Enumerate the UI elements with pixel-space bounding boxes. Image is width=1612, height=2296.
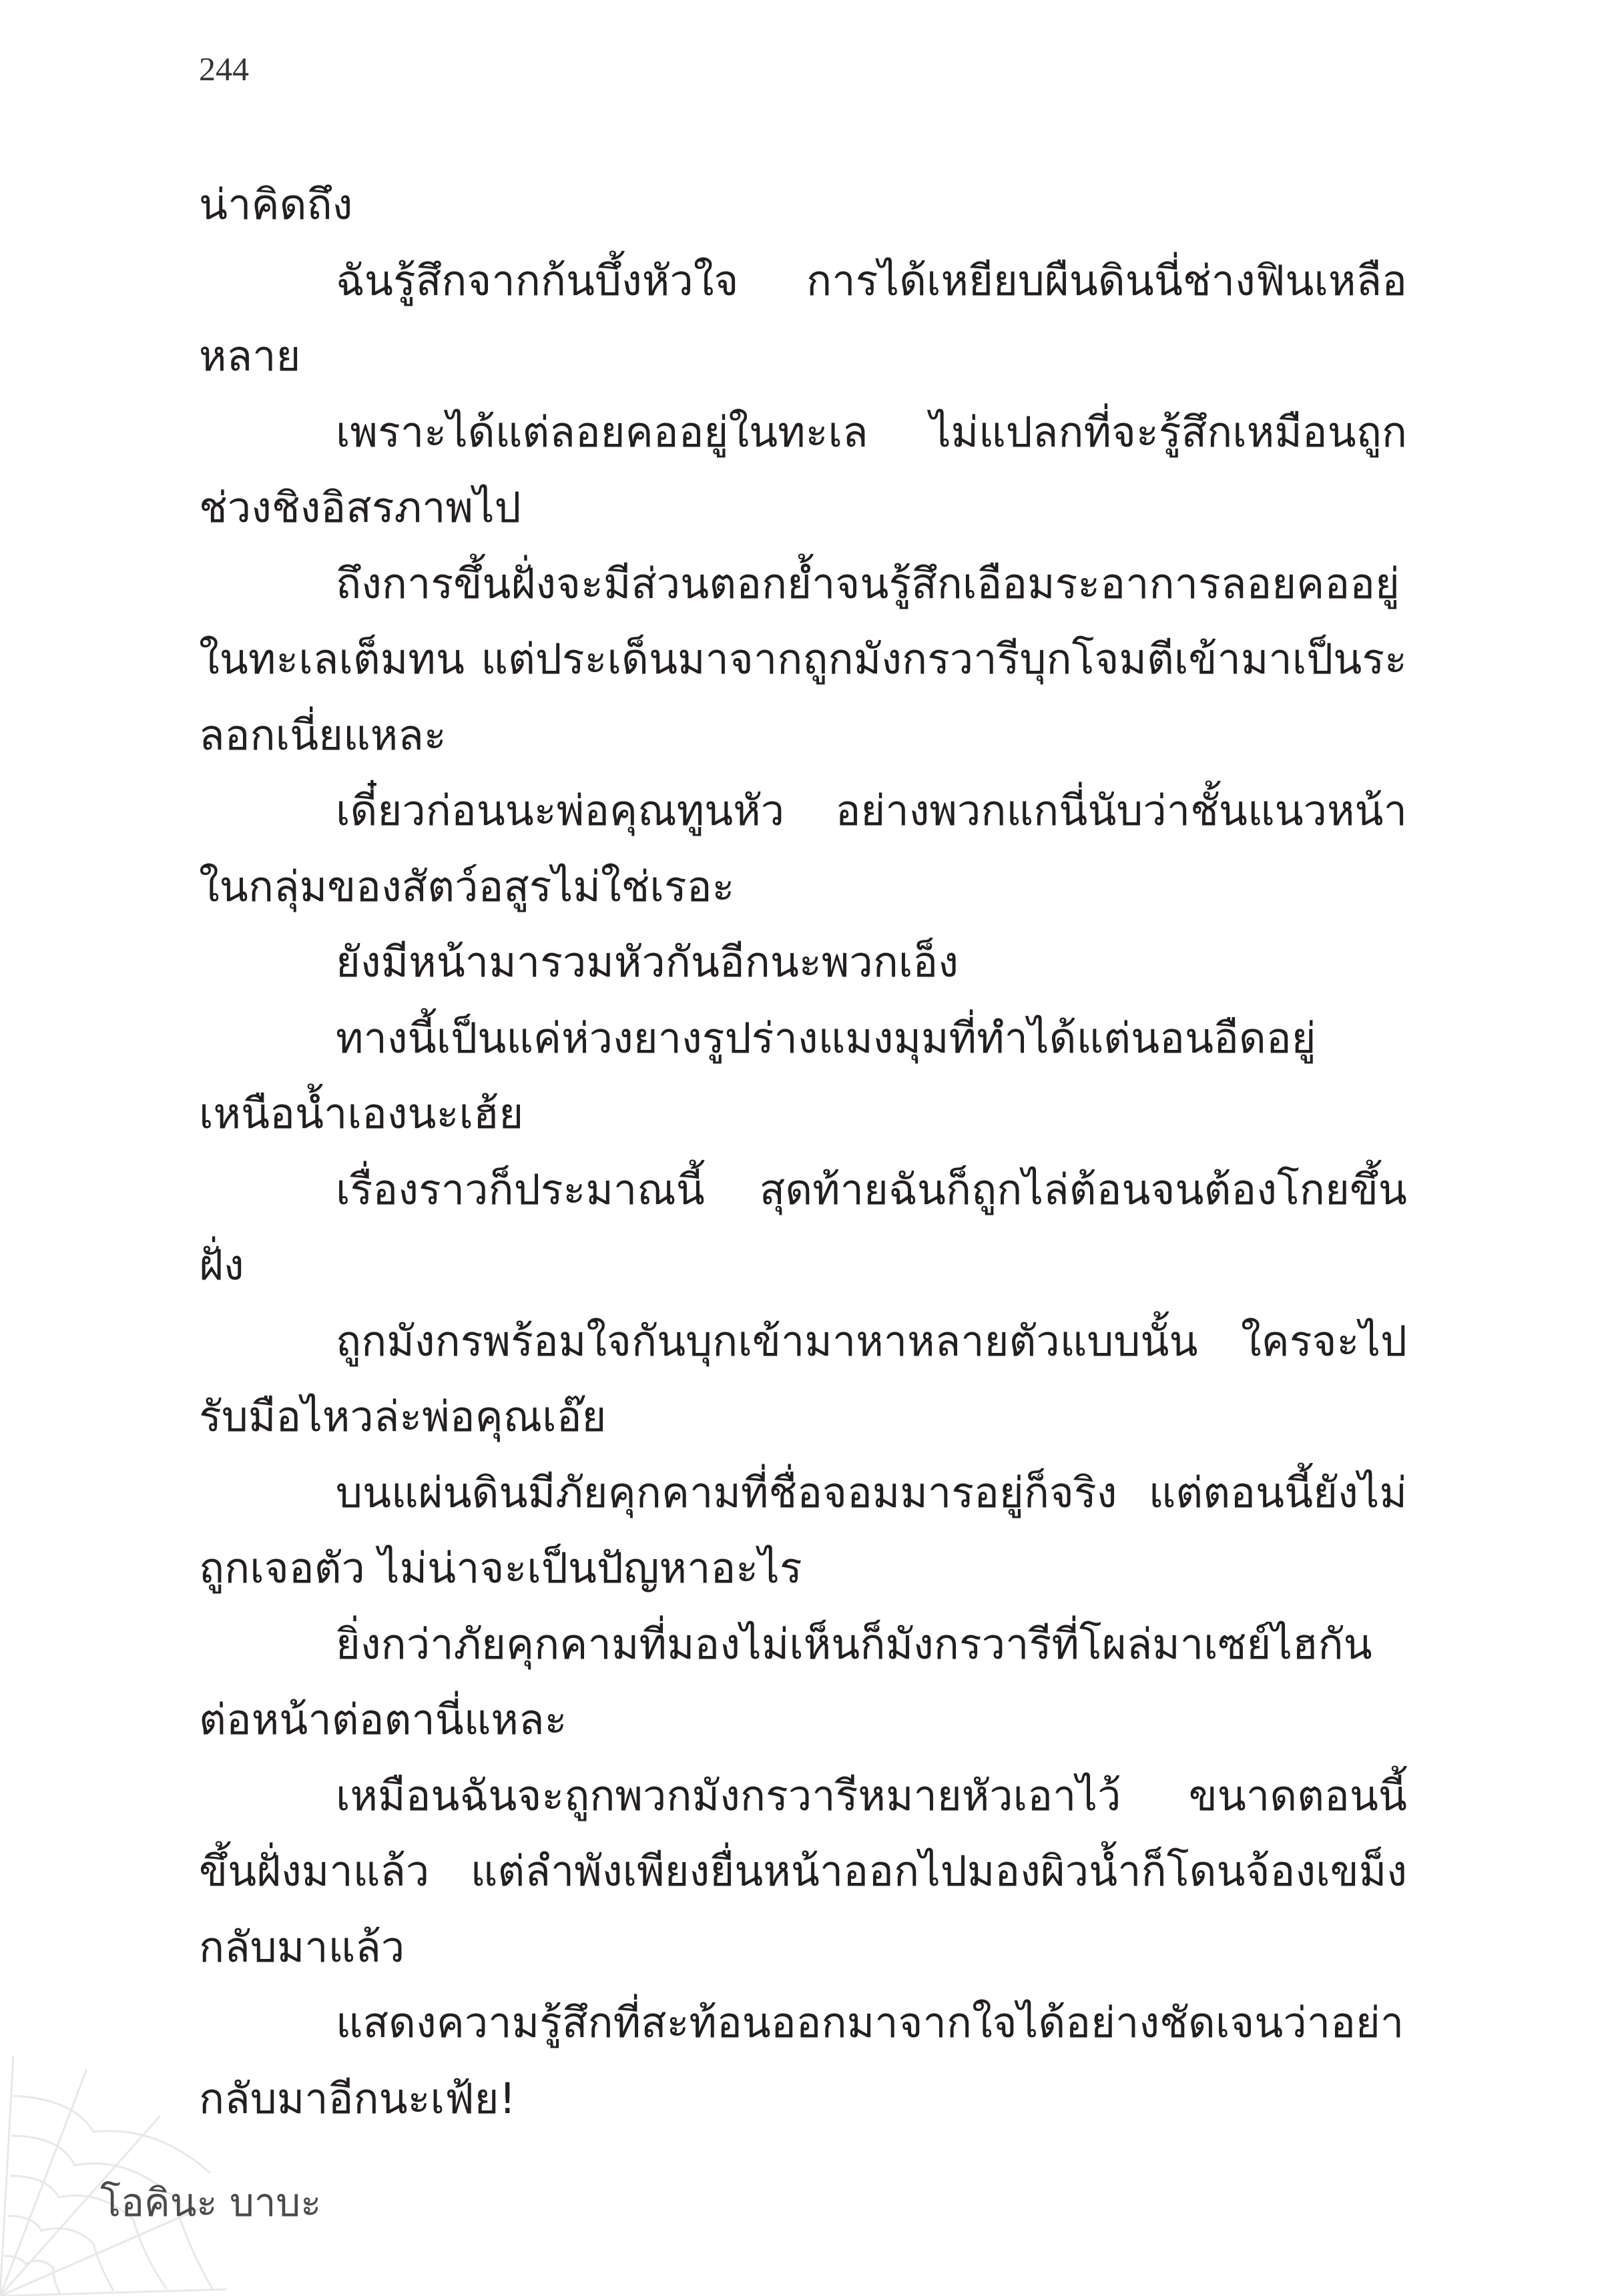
paragraph: น่าคิดถึง	[199, 180, 353, 229]
paragraph: แสดงความรู้สึกที่สะท้อนออกมาจากใจได้อย่างชัดเจนว่าอย่ากลับมาอีกนะเฟ้ย!	[199, 1998, 1404, 2123]
paragraph: เพราะได้แต่ลอยคออยู่ในทะเล ไม่แปลกที่จะรู้สึกเหมือนถูกช่วงชิงอิสรภาพไป	[199, 407, 1407, 532]
paragraph: เดี๋ยวก่อนนะพ่อคุณทูนหัว อย่างพวกแกนี่นับว่าชั้นแนวหน้าในกลุ่มของสัตว์อสูรไม่ใช่เรอะ	[199, 786, 1407, 911]
page-number: 244	[199, 50, 249, 87]
paragraph: ยิ่งกว่าภัยคุกคามที่มองไม่เห็นก็มังกรวารีที่โผล่มาเซย์ไฮกันต่อหน้าต่อตานี่แหละ	[199, 1619, 1372, 1744]
paragraph: ยังมีหน้ามารวมหัวกันอีกนะพวกเอ็ง	[336, 938, 959, 986]
paragraph: ถึงการขึ้นฝั่งจะมีส่วนตอกย้ำจนรู้สึกเอือมระอาการลอยคออยู่ในทะเลเต็มทน แต่ประเด็นมาจากถูกมังกรวารีบุกโจมตีเข้ามาเป็นระลอกเนี่ยแหละ	[199, 559, 1407, 760]
body-text	[199, 167, 1407, 2136]
paragraph: ถูกมังกรพร้อมใจกันบุกเข้ามาหาหลายตัวแบบนั้น ใครจะไปรับมือไหวล่ะพ่อคุณเอ๊ย	[199, 1316, 1407, 1441]
footer-book-title: โอคินะ บาบะ	[100, 2180, 322, 2225]
paragraph: เหมือนฉันจะถูกพวกมังกรวารีหมายหัวเอาไว้ ขนาดตอนนี้ขึ้นฝั่งมาแล้ว แต่ลำพังเพียงยื่นหน้าออกไปมองผิวน้ำก็โดนจ้องเขม็งกลับมาแล้ว	[199, 1771, 1407, 1972]
paragraph: เรื่องราวก็ประมาณนี้ สุดท้ายฉันก็ถูกไล่ต้อนจนต้องโกยขึ้นฝั่ง	[199, 1165, 1407, 1289]
paragraph: ฉันรู้สึกจากก้นบึ้งหัวใจ การได้เหยียบผืนดินนี่ช่างฟินเหลือหลาย	[199, 256, 1407, 380]
paragraph: ทางนี้เป็นแค่ห่วงยางรูปร่างแมงมุมที่ทำได้แต่นอนอืดอยู่เหนือน้ำเองนะเฮ้ย	[199, 1013, 1316, 1138]
paragraph: บนแผ่นดินมีภัยคุกคามที่ชื่อจอมมารอยู่ก็จริง แต่ตอนนี้ยังไม่ถูกเจอตัว ไม่น่าจะเป็นปัญหาอะไร	[199, 1468, 1407, 1593]
